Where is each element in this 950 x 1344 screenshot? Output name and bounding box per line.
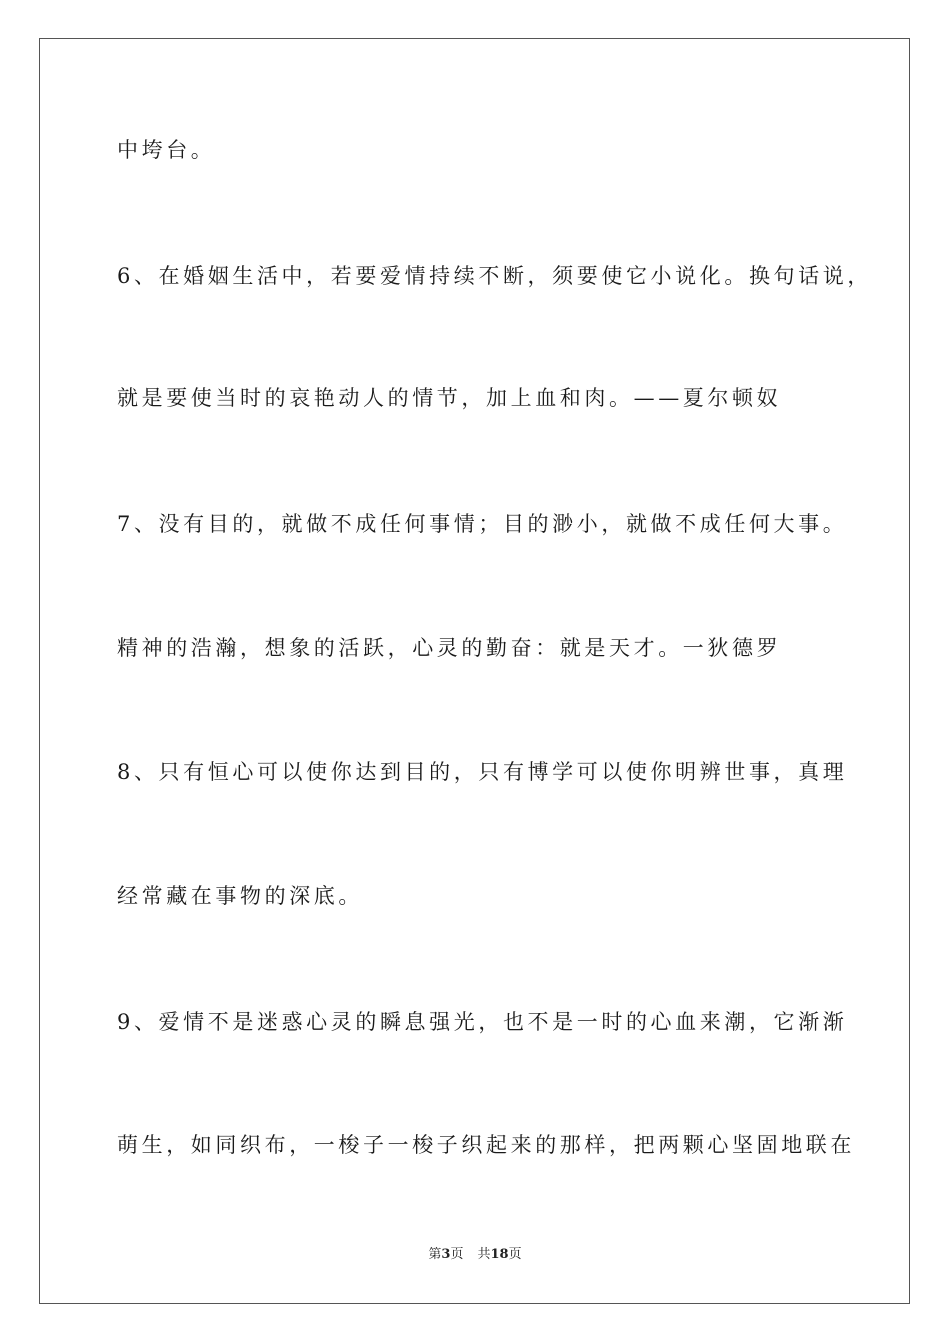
footer-total-prefix: 共 bbox=[477, 1247, 491, 1262]
page-footer bbox=[0, 1246, 950, 1264]
text-line-3: 就是要使当时的哀艳动人的情节，加上血和肉。——夏尔顿奴 bbox=[117, 386, 782, 410]
footer-page-prefix: 第 bbox=[428, 1247, 442, 1262]
text-line-4: 7、没有目的，就做不成任何事情；目的渺小，就做不成任何大事。 bbox=[117, 512, 848, 536]
text-line-8: 9、爱情不是迷惑心灵的瞬息强光，也不是一时的心血来潮，它渐渐 bbox=[117, 1010, 848, 1034]
footer-total-pages: 18 bbox=[490, 1247, 509, 1262]
footer-total-suffix: 页 bbox=[508, 1247, 522, 1262]
text-line-7: 经常藏在事物的深底。 bbox=[117, 884, 363, 908]
text-line-1: 中垮台。 bbox=[117, 138, 216, 162]
page-border bbox=[39, 38, 910, 1304]
footer-page-suffix: 页 bbox=[450, 1247, 464, 1262]
footer-page-number: 3 bbox=[441, 1247, 451, 1262]
text-line-2: 6、在婚姻生活中，若要爱情持续不断，须要使它小说化。换句话说， bbox=[117, 264, 872, 288]
text-line-6: 8、只有恒心可以使你达到目的，只有博学可以使你明辨世事，真理 bbox=[117, 760, 848, 784]
text-line-9: 萌生，如同织布，一梭子一梭子织起来的那样，把两颗心坚固地联在 bbox=[117, 1133, 855, 1157]
text-line-5: 精神的浩瀚，想象的活跃，心灵的勤奋：就是天才。一狄德罗 bbox=[117, 636, 782, 660]
